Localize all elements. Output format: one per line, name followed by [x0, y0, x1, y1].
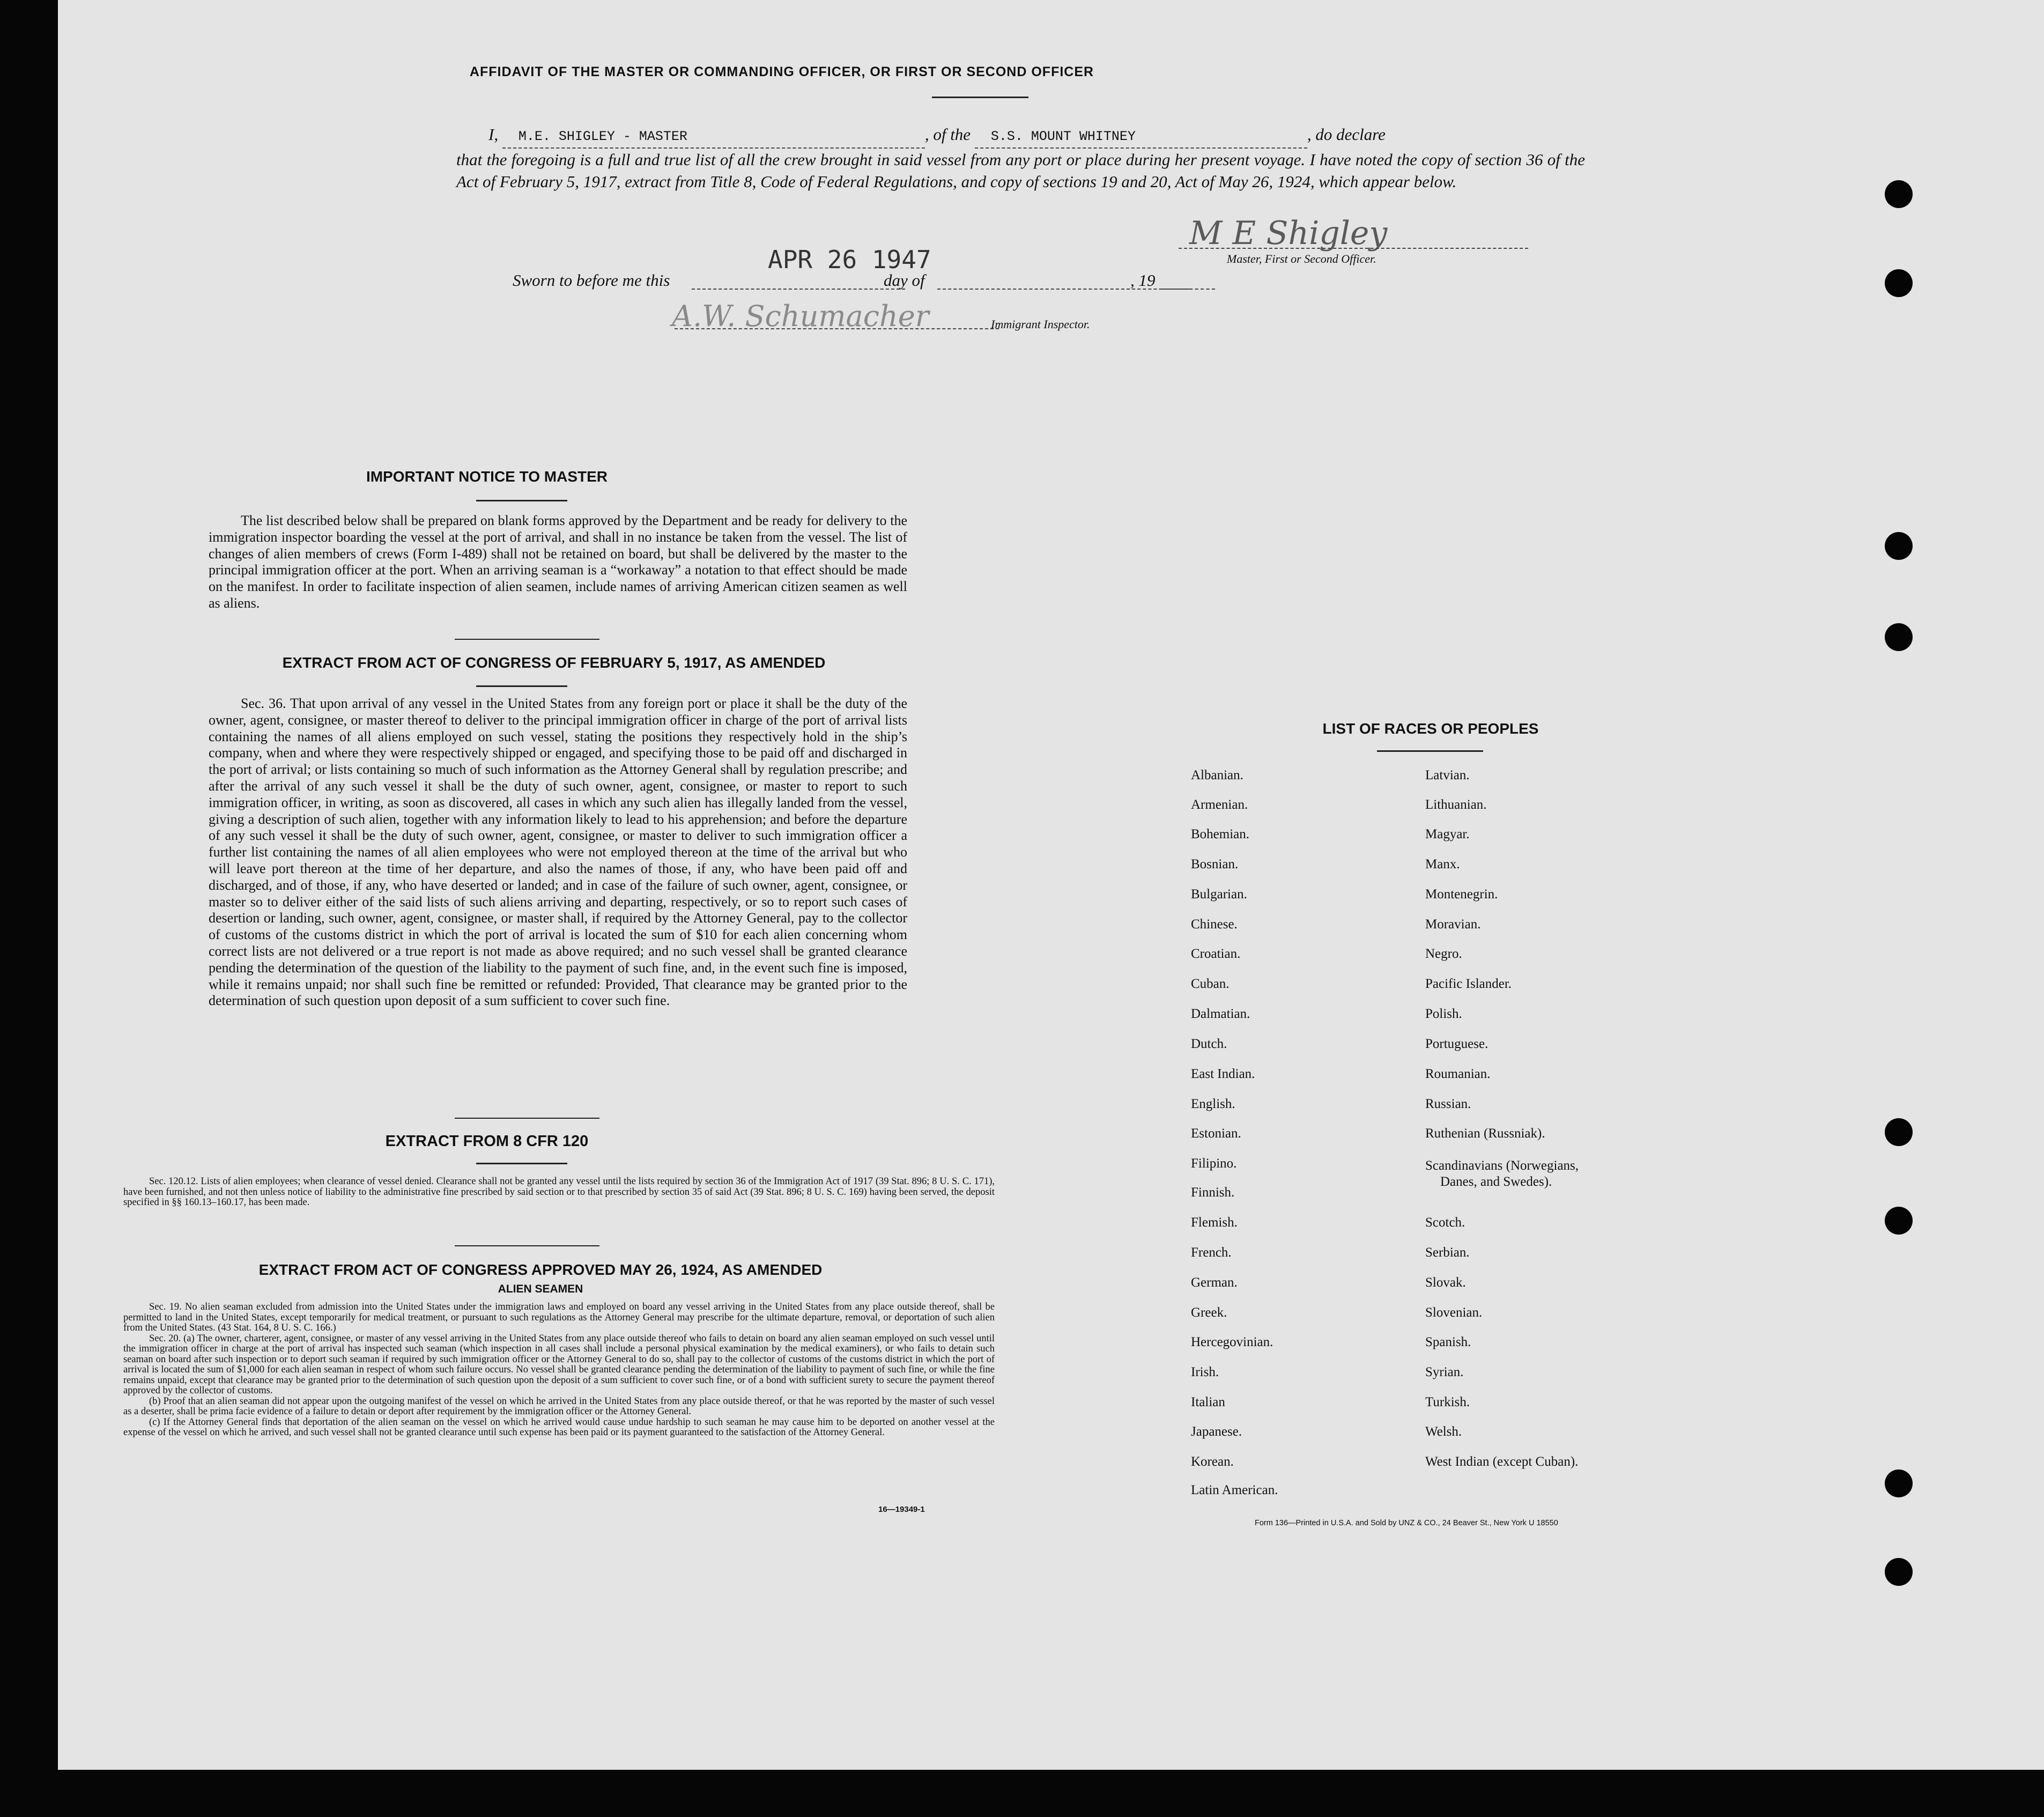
- race-item: West Indian (except Cuban).: [1425, 1454, 1579, 1469]
- sec-20a-text: [123, 1334, 995, 1397]
- cfr-title: EXTRACT FROM 8 CFR 120: [385, 1133, 589, 1150]
- race-item: Lithuanian.: [1425, 797, 1487, 812]
- race-item: Latvian.: [1425, 768, 1470, 782]
- race-item: Scotch.: [1425, 1215, 1465, 1230]
- race-item: Dalmatian.: [1191, 1007, 1250, 1021]
- race-item: Greek.: [1191, 1305, 1227, 1320]
- race-item: Negro.: [1425, 947, 1462, 961]
- race-item: Danes, and Swedes).: [1440, 1175, 1552, 1189]
- punch-hole: [1885, 180, 1913, 208]
- race-item: Bosnian.: [1191, 857, 1239, 871]
- do-declare-label: , do declare: [1307, 125, 1386, 144]
- of-the-label: , of the: [924, 125, 971, 144]
- race-item: Montenegrin.: [1425, 887, 1498, 902]
- race-item: English.: [1191, 1097, 1235, 1111]
- affidavit-title: AFFIDAVIT OF THE MASTER OR COMMANDING OFFICER, OR FIRST OR SECOND OFFICER: [469, 64, 1094, 79]
- race-item: Hercegovinian.: [1191, 1335, 1273, 1349]
- sec-20c-body: (c) If the Attorney General finds that deportation of the alien seaman on the vessel on which he arrived would cause undue hardship to such seaman he may cause him to be deported on another vessel at the expense of the vessel on which he arrived, and such vessel shall not be granted clearance until such expense has been paid or its payment guaranteed to the satisfaction of the Attorney General.: [123, 1416, 995, 1438]
- punch-hole: [1885, 1118, 1913, 1146]
- vessel-name-field: [975, 125, 1307, 149]
- race-item: Turkish.: [1425, 1395, 1470, 1409]
- extract-1917-text: Sec. 36. That upon arrival of any vessel in the United States from any foreign port or place it shall be the duty of the owner, agent, consignee, or master thereof to deliver to the principal immigration officer in charge of the port of arrival lists containing the names of all aliens employed on such vessel, stating the positions they respectively hold in the ship’s company, when and where they were respectively shipped or engaged, and specifying those to be paid off and discharged in the port of arrival; or lists containing so much of such information as the Attorney General shall by regulation prescribe; and after the arrival of any such vessel it shall be the duty of such owner, agent, consignee, or master to report to such immigration officer, in writing, as soon as discovered, all cases in which any such alien has illegally landed from the vessel, giving a description of such alien, together with any information likely to lead to his apprehension; and before the departure of any such vessel it shall be the duty of such owner, agent, consignee, or master to deliver to such immigration officer a further list containing the names of all alien employees who were not employed thereon at the time of the arrival but who will leave port thereon at the time of her departure, and also the names of those, if any, who have been paid off and discharged, and of those, if any, who have deserted or landed; and in case of the failure of such owner, agent, consignee, or master so to deliver either of the said lists of such aliens arriving and departing, respectively, or so to report such cases of desertion or landing, such owner, agent, consignee, or master shall, if required by the Attorney General, pay to the collector of customs of the customs district in which the port of arrival is located the sum of $10 for each alien concerning whom correct lists are not delivered or a true report is not made as above required; and no such vessel shall be granted clearance pending the determination of the question of the liability to the payment of such fine, and, in the event such fine is imposed, while it remains unpaid; nor shall such fine be remitted or refunded: Provided, That clearance may be granted prior to the determination of such question upon deposit of a sum sufficient to cover such fine.: [209, 696, 907, 1009]
- race-item: Moravian.: [1425, 917, 1481, 932]
- declaration-body: that the foregoing is a full and true list of all the crew brought in said vessel from any port or place during her present voyage. I have noted the copy of section 36 of the Act of February 5, 1917, extract from Title 8, Code of Federal Regulations, and copy of sections 19 and 20, Act of May 26, 1924, which appear below.: [456, 150, 1585, 191]
- race-item: Croatian.: [1191, 947, 1241, 961]
- race-item: Korean.: [1191, 1454, 1234, 1469]
- master-signature: M E Shigley: [1189, 215, 1388, 252]
- extract-1917-underline: [476, 685, 567, 687]
- race-item: Italian: [1191, 1395, 1225, 1409]
- sworn-text: Sworn to before me this: [513, 271, 670, 290]
- race-item: East Indian.: [1191, 1067, 1255, 1081]
- cfr-underline: [476, 1163, 567, 1164]
- race-item: Slovenian.: [1425, 1305, 1483, 1320]
- extract-1917-title: EXTRACT FROM ACT OF CONGRESS OF FEBRUARY 5, 1917, AS AMENDED: [282, 654, 826, 671]
- race-item: Albanian.: [1191, 768, 1243, 782]
- race-item: Flemish.: [1191, 1215, 1238, 1230]
- race-item: German.: [1191, 1275, 1238, 1290]
- punch-hole: [1885, 1558, 1913, 1586]
- punch-hole: [1885, 1207, 1913, 1235]
- race-item: Japanese.: [1191, 1424, 1242, 1439]
- year-prefix: , 19: [1130, 271, 1156, 290]
- punch-hole: [1885, 1469, 1913, 1497]
- master-signature-caption: Master, First or Second Officer.: [1227, 252, 1376, 265]
- race-item: Dutch.: [1191, 1037, 1227, 1051]
- notice-text: The list described below shall be prepared on blank forms approved by the Department and be ready for delivery to the immigration inspector boarding the vessel at the port of arrival, and shall in no instance be taken from the vessel. The list of changes of alien members of crews (Form I-489) shall not be retained on board, but shall be delivered by the master to the principal immigration officer at the port. When an arriving seaman is a “workaway” a notation to that effect should be made on the manifest. In order to facilitate inspection of alien seamen, include names of arriving American citizen seamen as well as aliens.: [209, 513, 907, 611]
- section-divider: [455, 1245, 599, 1246]
- race-item: Portuguese.: [1425, 1037, 1488, 1051]
- cfr-text: [123, 1177, 995, 1208]
- sec-20b-text: [123, 1397, 995, 1417]
- sec-20c-text: [123, 1417, 995, 1438]
- master-name-field: [502, 125, 925, 149]
- race-item: Chinese.: [1191, 917, 1238, 932]
- sworn-day-line: [692, 289, 905, 290]
- sec-20a-body: Sec. 20. (a) The owner, charterer, agent, consignee, or master of any vessel arriving in the United States from any place outside thereof who fails to detain on board any alien seaman employed on such vessel until the immigration officer in charge at the port of arrival has inspected such seaman (which inspection in all cases shall include a personal physical examination by the medical examiners), or who fails to detain such seaman on board after such inspection or to deport such seaman if required by such immigration officer or the Attorney General to do so, shall pay to the collector of customs of the customs district in which the port of arrival is located the sum of $1,000 for each alien seaman in respect of whom such failure occurs. No vessel shall be granted clearance pending the determination of the liability to payment of such fine, or while the fine remains unpaid, except that clearance may be granted prior to the determination of such question upon the deposit of a sum sufficient to cover such fine, or of a bond with sufficient surety to secure the payment thereof approved by the collector of customs.: [123, 1333, 995, 1396]
- race-item: Cuban.: [1191, 977, 1230, 991]
- sec-20b-body: (b) Proof that an alien seaman did not appear upon the outgoing manifest of the vessel on which he arrived in the United States from any place outside thereof, or that he was reported by the master of such vessel as a deserter, shall be prima facie evidence of a failure to detain or deport after requirement by the immigration officer or the Attorney General.: [123, 1395, 995, 1417]
- race-item: Russian.: [1425, 1097, 1471, 1111]
- race-item: Ruthenian (Russniak).: [1425, 1126, 1545, 1141]
- punch-hole: [1885, 623, 1913, 651]
- race-item: Pacific Islander.: [1425, 977, 1512, 991]
- race-item: Slovak.: [1425, 1275, 1466, 1290]
- printer-imprint: Form 136—Printed in U.S.A. and Sold by UNZ & CO., 24 Beaver St., New York U 18550: [1255, 1519, 1558, 1527]
- race-item: Magyar.: [1425, 827, 1470, 841]
- race-item: Welsh.: [1425, 1424, 1462, 1439]
- sec-19-body: Sec. 19. No alien seaman excluded from admission into the United States under the immigration laws and employed on board any vessel arriving in the United States from any place outside thereof, shall be permitted to land in the United States, except temporarily for medical treatment, or pursuant to such regulations as the Attorney General may prescribe for the ultimate departure, removal, or deportation of such alien from the United States. (43 Stat. 164, 8 U. S. C. 166.): [123, 1302, 995, 1333]
- races-underline: [1377, 750, 1483, 752]
- extract-1924-subtitle: ALIEN SEAMEN: [498, 1283, 583, 1295]
- affidavit-declaration: [456, 123, 1585, 193]
- punch-hole: [1885, 269, 1913, 297]
- race-item: Polish.: [1425, 1007, 1462, 1021]
- race-item: Filipino.: [1191, 1156, 1237, 1171]
- section-divider: [455, 1118, 599, 1119]
- vessel-name-value: S.S. MOUNT WHITNEY: [990, 129, 1136, 144]
- notice-title: IMPORTANT NOTICE TO MASTER: [366, 468, 608, 485]
- race-item: Latin American.: [1191, 1483, 1278, 1497]
- inspector-signature: A.W. Schumacher: [672, 299, 929, 333]
- notice-underline: [476, 500, 567, 501]
- inspector-caption: Immigrant Inspector.: [991, 317, 1090, 331]
- sworn-year-line: [1161, 289, 1215, 290]
- race-item: Bulgarian.: [1191, 887, 1247, 902]
- race-item: Syrian.: [1425, 1365, 1464, 1379]
- punch-hole: [1885, 532, 1913, 560]
- race-item: Manx.: [1425, 857, 1460, 871]
- extract-1924-body: [123, 1302, 995, 1438]
- race-item: Armenian.: [1191, 797, 1248, 812]
- master-signature-line: [1179, 248, 1528, 249]
- title-underline: [932, 97, 1028, 98]
- master-name-value: M.E. SHIGLEY - MASTER: [518, 129, 687, 144]
- form-sheet: [58, 0, 2044, 1770]
- inspector-signature-line: [675, 328, 999, 329]
- sec-19-text: [123, 1302, 995, 1334]
- races-title: LIST OF RACES OR PEOPLES: [1322, 720, 1539, 737]
- form-code: 16—19349-1: [878, 1505, 925, 1514]
- date-stamp: APR 26 1947: [768, 245, 931, 274]
- race-item: Roumanian.: [1425, 1067, 1491, 1081]
- race-item: Serbian.: [1425, 1245, 1470, 1260]
- declaration-first-line: [456, 123, 1585, 149]
- race-item: Finnish.: [1191, 1185, 1235, 1200]
- race-item: Spanish.: [1425, 1335, 1471, 1349]
- extract-1924-title: EXTRACT FROM ACT OF CONGRESS APPROVED MAY 26, 1924, AS AMENDED: [258, 1261, 823, 1278]
- day-of-label: day of: [884, 271, 925, 290]
- race-item: Bohemian.: [1191, 827, 1250, 841]
- race-item: Estonian.: [1191, 1126, 1241, 1141]
- section-divider: [455, 639, 599, 640]
- declaration-prefix: I,: [488, 125, 499, 144]
- cfr-text-body: Sec. 120.12. Lists of alien employees; when clearance of vessel denied. Clearance shall not be granted any vessel until the lists required by section 36 of the Immigration Act of 1917 (39 Stat. 896; 8 U. S. C. 171), have been furnished, and not then unless notice of liability to the administrative fine prescribed by said section or to that prescribed by section 35 of said Act (39 Stat. 896; 8 U. S. C. 169) having been served, the deposit specified in §§ 160.13–160.17, has been made.: [123, 1176, 995, 1208]
- race-item: Scandinavians (Norwegians,: [1425, 1158, 1579, 1173]
- race-item: Irish.: [1191, 1365, 1219, 1379]
- race-item: French.: [1191, 1245, 1232, 1260]
